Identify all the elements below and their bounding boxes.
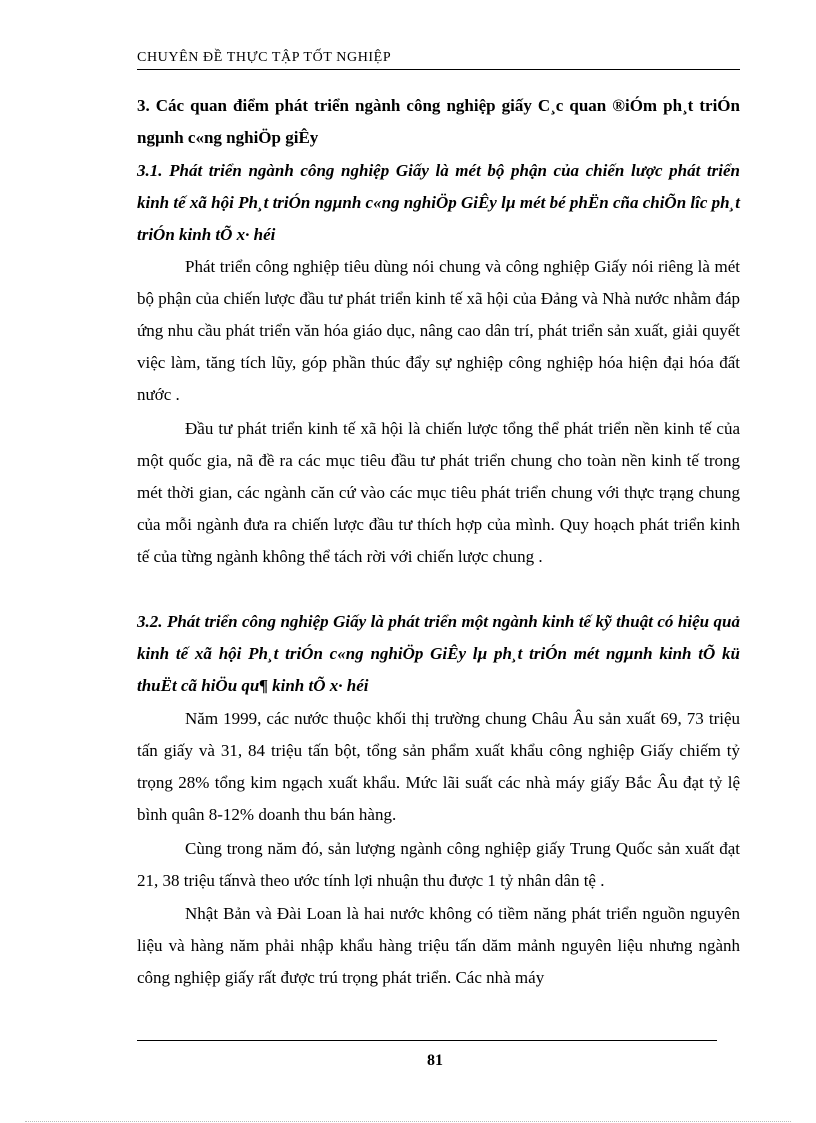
page-bottom-divider <box>25 1121 791 1122</box>
section-3-1-paragraph-1: Phát triển công nghiệp tiêu dùng nói chung và công nghiệp Giấy nói riêng là mét bộ phận của chiến lược đầu tư phát triển kinh tế xã hội của Đảng và Nhà nước nhằm đáp ứng nhu cầu phát triển văn hóa giáo dục, nâng cao dân trí, phát triển sản xuất, giải quyết việc làm, tăng tích lũy, góp phần thúc đẩy sự nghiệp công nghiệp hóa hiện đại hóa đất nước . <box>137 257 740 404</box>
header-rule <box>137 69 740 70</box>
section-3-1-heading: 3.1. Phát triển ngành công nghiệp Giấy là mét bộ phận của chiến lược phát triển kinh tế xã hội Ph¸t triÓn ngµnh c«ng nghiÖp GiÊy lµ mét bé phËn cña chiÕn lîc ph¸t triÓn kinh tÕ x· héi <box>137 161 740 244</box>
section-3-1-paragraph-2: Đầu tư phát triển kinh tế xã hội là chiến lược tổng thể phát triển nền kinh tế của một quốc gia, nã đề ra các mục tiêu đầu tư phát triển chung cho toàn nền kinh tế trong mét thời gian, các ngành căn cứ vào các mục tiêu phát triển chung với thực trạng chung của mỗi ngành đưa ra chiến lược đầu tư thích hợp của mình. Quy hoạch phát triển kinh tế của từng ngành không thể tách rời với chiến lược chung . <box>137 419 740 566</box>
running-header-title: CHUYÊN ĐỀ THỰC TẬP TỐT NGHIỆP <box>137 50 392 65</box>
footer-rule <box>137 1040 717 1041</box>
section-3-2-heading: 3.2. Phát triển công nghiệp Giấy là phát triển một ngành kinh tế kỹ thuật có hiệu quả kinh tế xã hội Ph¸t triÓn c«ng nghiÖp GiÊy lµ ph¸t triÓn mét ngµnh kinh tÕ kü thuËt cã hiÖu qu¶ kinh tÕ x· héi <box>137 612 740 695</box>
section-3-2-paragraph-3: Nhật Bản và Đài Loan là hai nước không có tiềm năng phát triển nguồn nguyên liệu và hàng năm phải nhập khẩu hàng triệu tấn dăm mảnh nguyên liệu nhưng ngành công nghiệp giấy rất được trú trọng phát triển. Các nhà máy <box>137 904 740 987</box>
page-number: 81 <box>427 1052 443 1069</box>
section-3-2-paragraph-1: Năm 1999, các nước thuộc khối thị trường chung Châu Âu sản xuất 69, 73 triệu tấn giấy và 31, 84 triệu tấn bột, tổng sản phẩm xuất khẩu công nghiệp Giấy chiếm tỷ trọng 28% tổng kim ngạch xuất khẩu. Mức lãi suất các nhà máy giấy Bắc Âu đạt tỷ lệ bình quân 8-12% doanh thu bán hàng. <box>137 709 740 824</box>
section-3-2-paragraph-2: Cùng trong năm đó, sản lượng ngành công nghiệp giấy Trung Quốc sản xuất đạt 21, 38 triệu tấnvà theo ước tính lợi nhuận thu được 1 tỷ nhân dân tệ . <box>137 839 740 890</box>
section-3-heading: 3. Các quan điểm phát triển ngành công nghiệp giấy C¸c quan ®iÓm ph¸t triÓn ngµnh c«ng nghiÖp giÊy <box>137 96 740 147</box>
